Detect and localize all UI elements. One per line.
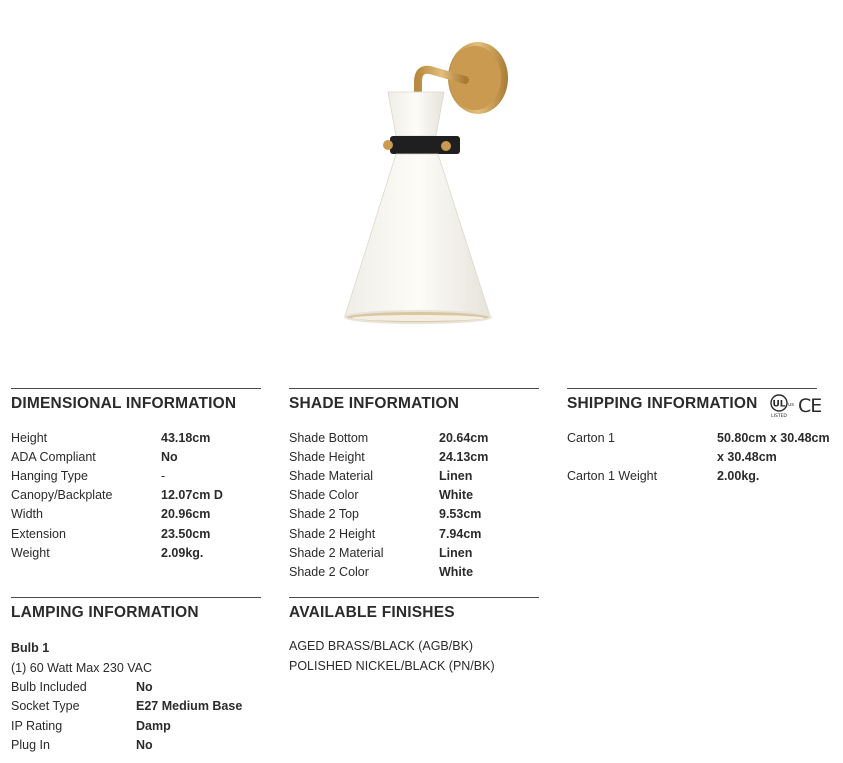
spec-value: 12.07cm D bbox=[161, 488, 223, 502]
section-title: DIMENSIONAL INFORMATION bbox=[11, 395, 237, 412]
spec-label: Plug In bbox=[11, 738, 50, 752]
section-divider bbox=[289, 597, 539, 598]
ul-listed-icon bbox=[768, 394, 796, 418]
spec-value: 24.13cm bbox=[439, 450, 489, 464]
bulb-description: (1) 60 Watt Max 230 VAC bbox=[11, 661, 153, 675]
section-title: LAMPING INFORMATION bbox=[11, 604, 199, 621]
spec-value: 23.50cm bbox=[161, 527, 211, 541]
spec-label: Weight bbox=[11, 546, 50, 560]
section-title: SHADE INFORMATION bbox=[289, 395, 460, 412]
spec-label: Socket Type bbox=[11, 699, 80, 713]
spec-value: White bbox=[439, 488, 474, 502]
section-divider bbox=[11, 388, 261, 389]
ul-text: UL bbox=[772, 399, 786, 410]
spec-label: Carton 1 Weight bbox=[567, 469, 658, 483]
ce-mark-icon: CE bbox=[798, 395, 822, 417]
shipping-section bbox=[567, 388, 837, 498]
spec-value: No bbox=[136, 738, 153, 752]
spec-value: 20.96cm bbox=[161, 507, 211, 521]
lamping-section bbox=[11, 597, 261, 757]
spec-label: Bulb Included bbox=[11, 680, 87, 694]
product-image bbox=[330, 40, 520, 330]
shade-section bbox=[289, 388, 539, 588]
spec-value: 43.18cm bbox=[161, 431, 211, 445]
spec-value: Linen bbox=[439, 546, 473, 560]
spec-label: Shade 2 Top bbox=[289, 507, 359, 521]
spec-value: Damp bbox=[136, 719, 171, 733]
finish-item: AGED BRASS/BLACK (AGB/BK) bbox=[289, 639, 474, 653]
spec-label: Canopy/Backplate bbox=[11, 488, 113, 502]
spec-label: Carton 1 bbox=[567, 431, 615, 445]
spec-value: White bbox=[439, 565, 474, 579]
spec-label: Extension bbox=[11, 527, 66, 541]
section-divider bbox=[567, 388, 817, 389]
spec-label: Shade Color bbox=[289, 488, 359, 502]
certification-marks bbox=[768, 394, 821, 418]
bulb-title: Bulb 1 bbox=[11, 641, 50, 655]
spec-value: 2.00kg. bbox=[717, 469, 760, 483]
section-title: SHIPPING INFORMATION bbox=[567, 395, 758, 412]
spec-value: x 30.48cm bbox=[717, 450, 777, 464]
spec-label: Shade Material bbox=[289, 469, 374, 483]
section-divider bbox=[11, 597, 261, 598]
spec-label: Shade 2 Height bbox=[289, 527, 376, 541]
spec-value: 50.80cm x 30.48cm bbox=[717, 431, 830, 445]
section-title: AVAILABLE FINISHES bbox=[289, 604, 455, 621]
ul-listed-text: LISTED bbox=[771, 414, 787, 418]
spec-label: Hanging Type bbox=[11, 469, 88, 483]
dimensional-section bbox=[11, 388, 261, 568]
spec-value: 20.64cm bbox=[439, 431, 489, 445]
svg-text:us: us bbox=[788, 402, 794, 408]
spec-value: 9.53cm bbox=[439, 507, 482, 521]
section-divider bbox=[289, 388, 539, 389]
spec-label: Shade Bottom bbox=[289, 431, 369, 445]
spec-value: No bbox=[136, 680, 153, 694]
spec-label: Width bbox=[11, 507, 43, 521]
spec-value: No bbox=[161, 450, 178, 464]
spec-value: 2.09kg. bbox=[161, 546, 204, 560]
spec-label: Shade Height bbox=[289, 450, 365, 464]
spec-label: IP Rating bbox=[11, 719, 63, 733]
spec-label: Height bbox=[11, 431, 48, 445]
spec-label: ADA Compliant bbox=[11, 450, 96, 464]
spec-label: Shade 2 Color bbox=[289, 565, 369, 579]
spec-label: Shade 2 Material bbox=[289, 546, 384, 560]
finish-item: POLISHED NICKEL/BLACK (PN/BK) bbox=[289, 659, 495, 673]
spec-value: - bbox=[161, 469, 166, 483]
spec-value: E27 Medium Base bbox=[136, 699, 243, 713]
finishes-section bbox=[289, 597, 539, 687]
spec-value: Linen bbox=[439, 469, 473, 483]
spec-value: 7.94cm bbox=[439, 527, 482, 541]
